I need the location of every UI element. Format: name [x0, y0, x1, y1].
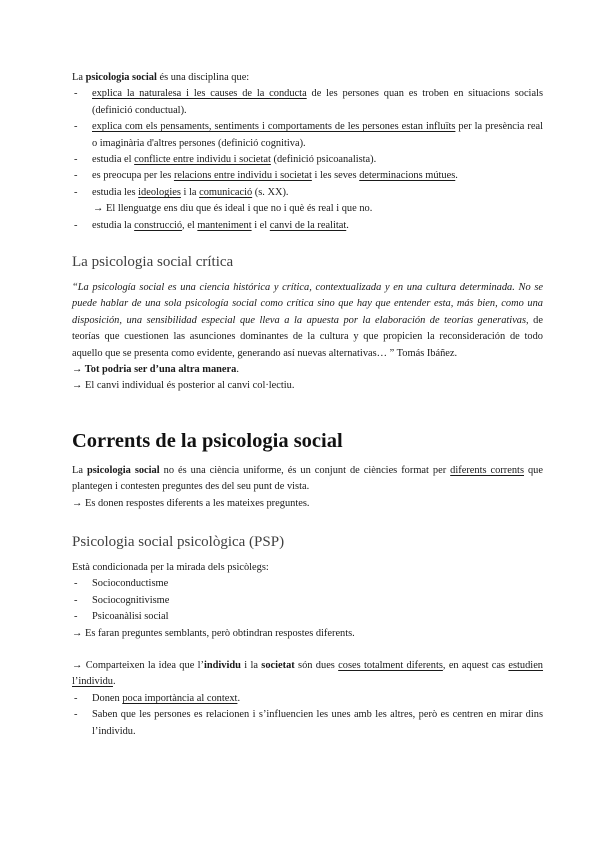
list-item: - estudia el conflicte entre individu i societat (definició psicoanalista).: [92, 152, 543, 168]
intro-lead: La psicologia social és una disciplina que:: [72, 72, 250, 83]
psp-section: [72, 532, 543, 740]
arrow-note: → Es donen respostes diferents a les mateixes preguntes.: [72, 497, 310, 509]
psp-list: [72, 576, 543, 625]
intro-section: [72, 70, 543, 234]
list-item: - explica com els pensaments, sentiments i comportaments de les persones estan influïts per la presència real o imaginària d'altres persones (definició cognitiva).: [92, 119, 543, 152]
corrents-paragraph: La psicologia social no és una ciència uniforme, és un conjunt de ciències format per diferents corrents que plantegen i contesten preguntes des del seu punt de vista.: [72, 465, 543, 493]
list-item: - es preocupa per les relacions entre individu i societat i les seves determinacions mútues.: [92, 168, 543, 184]
critica-section: [72, 252, 543, 395]
list-item: - Saben que les persones es relacionen i s’influencien les unes amb les altres, però es centren en mirar dins l’individu.: [92, 707, 543, 740]
psp-paragraph: → Comparteixen la idea que l’individu i la societat són dues coses totalment diferents, en aquest cas estudien l’individu.: [72, 660, 544, 688]
psp-list-2: [72, 691, 543, 740]
list-item: - estudia les ideologies i la comunicació (s. XX). → El llenguatge ens diu que és ideal i que no i què és real i que no.: [92, 185, 543, 218]
section-heading: La psicologia social crítica: [72, 254, 234, 270]
list-item: - Sociocognitivisme: [92, 593, 543, 609]
list-item: - explica la naturalesa i les causes de la conducta de les persones quan es troben en situacions socials (definició conductual).: [92, 86, 543, 119]
list-item: - Socioconductisme: [92, 576, 543, 592]
page-title: Corrents de la psicologia social: [72, 430, 343, 452]
psp-lead: Està condicionada per la mirada dels psicòlegs:: [72, 562, 269, 573]
corrents-section: [72, 428, 543, 512]
quote-paragraph: “La psicología social es una ciencia histórica y crítica, contextualizada y en una cultura determinada. No se puede hablar de una sola psicología social como crítica sino que hay que entender esta, más bien, como una disposición, una sensibilidad especial que lleva a la apuesta por la elaboración de teorías generativas, de teorías que cuestionen las asunciones dominantes de la cultura y que propicien la reconsideración de todo aquello que se presenta como evidente, generando así nuevas alternativas… ” Tomás Ibáñez.: [72, 282, 543, 359]
intro-list: [72, 86, 543, 234]
arrow-note: → Es faran preguntes semblants, però obtindran respostes diferents.: [72, 627, 355, 639]
list-item: - Donen poca importància al context.: [92, 691, 543, 707]
arrow-note: → El canvi individual és posterior al canvi col·lectiu.: [72, 380, 295, 392]
list-item: - estudia la construcció, el manteniment i el canvi de la realitat.: [92, 218, 543, 234]
arrow-note: → Tot podria ser d’una altra manera.: [72, 364, 239, 376]
section-heading: Psicologia social psicològica (PSP): [72, 534, 285, 550]
list-item: - Psicoanàlisi social: [92, 609, 543, 625]
sub-note: → El llenguatge ens diu que és ideal i que no i què és real i que no.: [93, 203, 373, 215]
